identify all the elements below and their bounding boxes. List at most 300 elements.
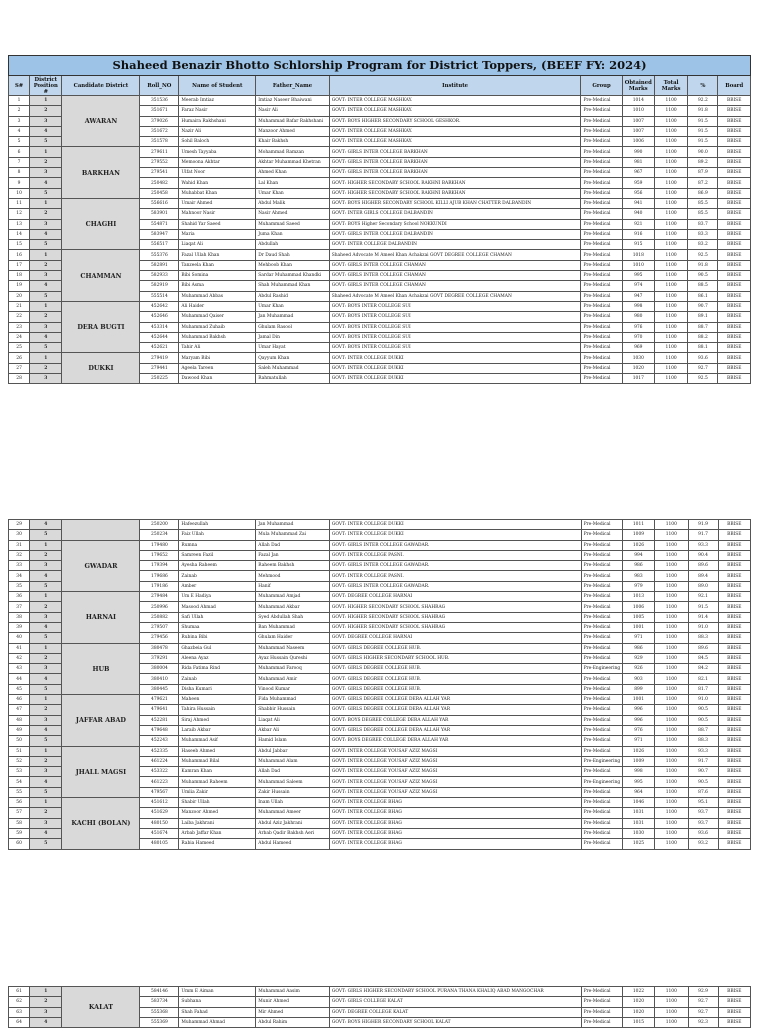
total-marks-cell: 1100 bbox=[655, 808, 688, 818]
percentage-cell: 92.7 bbox=[688, 363, 718, 373]
percentage-cell: 90.5 bbox=[688, 715, 718, 725]
total-marks-cell: 1100 bbox=[655, 798, 688, 808]
district-position-cell: 2 bbox=[30, 705, 62, 715]
student-name-cell: Shahid Yar Saeed bbox=[179, 219, 256, 229]
table-row bbox=[9, 301, 751, 311]
roll-no-cell: 452335 bbox=[140, 746, 179, 756]
serial-cell: 4 bbox=[9, 126, 30, 136]
total-marks-cell: 1100 bbox=[655, 581, 688, 591]
group-cell: Pre-Engineering bbox=[581, 777, 622, 787]
serial-cell: 61 bbox=[9, 987, 30, 997]
father-name-cell: Arbab Qadir Bakhsh Aeri bbox=[256, 828, 330, 838]
roll-no-cell: 279456 bbox=[140, 633, 179, 643]
total-marks-cell: 1100 bbox=[655, 530, 688, 540]
serial-cell: 57 bbox=[9, 808, 30, 818]
student-name-cell: Muhammad Bakhsh bbox=[179, 332, 256, 342]
serial-cell: 35 bbox=[9, 581, 30, 591]
board-cell: BBISE bbox=[718, 96, 751, 106]
total-marks-cell: 1100 bbox=[655, 997, 688, 1007]
student-name-cell: Kamran Khan bbox=[179, 767, 256, 777]
obtained-marks-cell: 1007 bbox=[622, 116, 654, 126]
obtained-marks-cell: 940 bbox=[622, 209, 654, 219]
institute-cell: Shaheed Advocate M Ameel Khan Achakzai GOVT DEGREE COLLEGE CHAMAN bbox=[329, 291, 581, 301]
obtained-marks-cell: 915 bbox=[622, 240, 654, 250]
obtained-marks-cell: 976 bbox=[622, 725, 654, 735]
obtained-marks-cell: 969 bbox=[622, 343, 654, 353]
institute-cell: GOVT: INTER COLLEGE DALBANDIN bbox=[329, 240, 581, 250]
group-cell: Pre-Medical bbox=[581, 178, 622, 188]
total-marks-cell: 1100 bbox=[655, 1007, 688, 1017]
father-name-cell: Munir Ahmed bbox=[256, 997, 330, 1007]
percentage-cell: 86.1 bbox=[688, 291, 718, 301]
student-name-cell: Ayesha Raheem bbox=[179, 561, 256, 571]
percentage-cell: 86.9 bbox=[688, 188, 718, 198]
percentage-cell: 91.5 bbox=[688, 126, 718, 136]
student-name-cell: Muhammad Qaiser bbox=[179, 312, 256, 322]
document-title: Shaheed Benazir Bhotto Schlorship Program for District Toppers, (BEEF FY: 2024) bbox=[9, 56, 751, 76]
institute-cell: GOVT: BOYS INTER COLLEGE SUI bbox=[329, 301, 581, 311]
district-position-cell: 4 bbox=[30, 777, 62, 787]
serial-cell: 25 bbox=[9, 343, 30, 353]
group-cell: Pre-Medical bbox=[581, 157, 622, 167]
father-name-cell: Ayaz Hussain Qureshi bbox=[256, 653, 330, 663]
group-cell: Pre-Medical bbox=[581, 106, 622, 116]
obtained-marks-cell: 1030 bbox=[622, 828, 654, 838]
roll-no-cell: 582891 bbox=[140, 260, 179, 270]
board-cell: BBISE bbox=[718, 229, 751, 239]
roll-no-cell: 250225 bbox=[140, 374, 179, 384]
group-cell: Pre-Medical bbox=[581, 209, 622, 219]
group-cell: Pre-Medical bbox=[581, 147, 622, 157]
father-name-cell: Muhammad Amir bbox=[256, 674, 330, 684]
candidate-district-cell: DUKKI bbox=[62, 353, 140, 384]
column-header: Institute bbox=[329, 76, 581, 96]
obtained-marks-cell: 1009 bbox=[622, 756, 654, 766]
obtained-marks-cell: 998 bbox=[622, 767, 654, 777]
column-header: District Position # bbox=[30, 76, 62, 96]
district-position-cell: 3 bbox=[30, 767, 62, 777]
column-header: Group bbox=[581, 76, 622, 96]
roll-no-cell: 179394 bbox=[140, 561, 179, 571]
father-name-cell: Zakir Hussain bbox=[256, 787, 330, 797]
percentage-cell: 87.9 bbox=[688, 168, 718, 178]
total-marks-cell: 1100 bbox=[655, 643, 688, 653]
serial-cell: 1 bbox=[9, 96, 30, 106]
total-marks-cell: 1100 bbox=[654, 137, 687, 147]
institute-cell: GOVT: INTER COLLEGE MASHKAY. bbox=[329, 137, 581, 147]
father-name-cell: Dr Daud Shah bbox=[256, 250, 330, 260]
table-row bbox=[9, 592, 751, 602]
roll-no-cell: 554871 bbox=[140, 219, 179, 229]
board-cell: BBISE bbox=[718, 116, 751, 126]
student-name-cell: Nazir Ali bbox=[179, 126, 256, 136]
father-name-cell: Muhammad Akbar bbox=[256, 602, 330, 612]
board-cell: BBISE bbox=[718, 343, 751, 353]
serial-cell: 51 bbox=[9, 746, 30, 756]
total-marks-cell: 1100 bbox=[655, 767, 688, 777]
student-name-cell: Shumaa bbox=[179, 622, 256, 632]
total-marks-cell: 1100 bbox=[655, 756, 688, 766]
institute-cell: GOVT: INTER COLLEGE BHAG bbox=[329, 828, 581, 838]
board-cell: BBISE bbox=[718, 271, 751, 281]
table-row bbox=[9, 987, 751, 997]
group-cell: Pre-Medical bbox=[581, 343, 622, 353]
percentage-cell: 83.7 bbox=[688, 219, 718, 229]
institute-cell: GOVT: INTER COLLEGE DUKKI bbox=[329, 530, 581, 540]
candidate-district-cell: KALAT bbox=[62, 987, 140, 1028]
institute-cell: GOVT: INTER COLLEGE PASNI. bbox=[329, 571, 581, 581]
district-position-cell: 4 bbox=[30, 332, 62, 342]
roll-no-cell: 179686 bbox=[140, 571, 179, 581]
serial-cell: 48 bbox=[9, 715, 30, 725]
institute-cell: GOVT: GIRLS INTER COLLEGE GAWADAR. bbox=[329, 540, 581, 550]
institute-cell: GOVT: INTER COLLEGE MASHKAY. bbox=[329, 106, 581, 116]
total-marks-cell: 1100 bbox=[654, 116, 687, 126]
roll-no-cell: 379026 bbox=[140, 116, 179, 126]
student-name-cell: Umm E Aiman bbox=[179, 987, 256, 997]
total-marks-cell: 1100 bbox=[655, 684, 688, 694]
institute-cell: GOVT: GIRLS HIGHER SECONDARY SCHOOL PURANA THANA KHALIQ ABAD MANGOCHAR bbox=[329, 987, 581, 997]
board-cell: BBISE bbox=[718, 767, 750, 777]
board-cell: BBISE bbox=[718, 808, 750, 818]
district-position-cell: 1 bbox=[30, 353, 62, 363]
percentage-cell: 91.8 bbox=[688, 260, 718, 270]
father-name-cell: Muhammad Farooq bbox=[256, 664, 330, 674]
obtained-marks-cell: 903 bbox=[622, 674, 654, 684]
total-marks-cell: 1100 bbox=[655, 561, 688, 571]
father-name-cell: Jan Muhammad bbox=[256, 520, 330, 530]
percentage-cell: 89.6 bbox=[688, 561, 718, 571]
student-name-cell: Dawood Khan bbox=[179, 374, 256, 384]
percentage-cell: 88.7 bbox=[688, 322, 718, 332]
total-marks-cell: 1100 bbox=[655, 520, 688, 530]
percentage-cell: 93.6 bbox=[688, 828, 718, 838]
institute-cell: Shaheed Advocate M Ameel Khan Achakzai GOVT DEGREE COLLEGE CHAMAN bbox=[329, 250, 581, 260]
candidate-district-cell: DERA BUGTI bbox=[62, 301, 140, 352]
student-name-cell: Faraz Nasir bbox=[179, 106, 256, 116]
total-marks-cell: 1100 bbox=[655, 633, 688, 643]
serial-cell: 56 bbox=[9, 798, 30, 808]
percentage-cell: 88.1 bbox=[688, 343, 718, 353]
institute-cell: GOVT: GIRLS DEGREE COLLEGE HUB. bbox=[329, 643, 581, 653]
student-name-cell: Memoona Akhtar bbox=[179, 157, 256, 167]
group-cell: Pre-Medical bbox=[581, 198, 622, 208]
obtained-marks-cell: 916 bbox=[622, 229, 654, 239]
percentage-cell: 90.5 bbox=[688, 777, 718, 787]
serial-cell: 43 bbox=[9, 664, 30, 674]
father-name-cell: Khair Bakhsh bbox=[256, 137, 330, 147]
student-name-cell: Laraib Akbar bbox=[179, 725, 256, 735]
roll-no-cell: 279552 bbox=[140, 157, 179, 167]
student-name-cell: Sohil Baloch bbox=[179, 137, 256, 147]
institute-cell: GOVT: INTER COLLEGE MASHKAY. bbox=[329, 126, 581, 136]
group-cell: Pre-Medical bbox=[581, 725, 622, 735]
student-name-cell: Masood Ahmad bbox=[179, 602, 256, 612]
district-position-cell: 4 bbox=[30, 622, 62, 632]
board-cell: BBISE bbox=[718, 828, 750, 838]
district-position-cell: 2 bbox=[30, 106, 62, 116]
group-cell: Pre-Medical bbox=[581, 705, 622, 715]
roll-no-cell: 451629 bbox=[140, 808, 179, 818]
board-cell: BBISE bbox=[718, 178, 751, 188]
total-marks-cell: 1100 bbox=[654, 301, 687, 311]
student-name-cell: Mahnoor Nasir bbox=[179, 209, 256, 219]
roll-no-cell: 351672 bbox=[140, 126, 179, 136]
district-position-cell: 3 bbox=[30, 219, 62, 229]
district-position-cell: 5 bbox=[30, 787, 62, 797]
roll-no-cell: 179480 bbox=[140, 540, 179, 550]
board-cell: BBISE bbox=[718, 260, 751, 270]
candidate-district-cell: AWARAN bbox=[62, 96, 140, 147]
district-position-cell: 5 bbox=[30, 291, 62, 301]
district-position-cell: 3 bbox=[30, 612, 62, 622]
serial-cell: 37 bbox=[9, 602, 30, 612]
serial-cell: 64 bbox=[9, 1017, 30, 1027]
total-marks-cell: 1100 bbox=[655, 736, 688, 746]
serial-cell: 60 bbox=[9, 839, 30, 849]
father-name-cell: Allah Dad bbox=[256, 767, 330, 777]
student-name-cell: Haseeb Ahmed bbox=[179, 746, 256, 756]
student-name-cell: Shah Fahad bbox=[179, 1007, 256, 1017]
obtained-marks-cell: 1007 bbox=[622, 126, 654, 136]
serial-cell: 3 bbox=[9, 116, 30, 126]
institute-cell: GOVT: DEGREE COLLEGE HARNAI bbox=[329, 633, 581, 643]
district-position-cell: 4 bbox=[30, 281, 62, 291]
serial-cell: 31 bbox=[9, 540, 30, 550]
board-cell: BBISE bbox=[718, 695, 750, 705]
serial-cell: 16 bbox=[9, 250, 30, 260]
obtained-marks-cell: 926 bbox=[622, 664, 654, 674]
candidate-district-cell: HUB bbox=[62, 643, 140, 694]
roll-no-cell: 461224 bbox=[140, 756, 179, 766]
roll-no-cell: 452281 bbox=[140, 715, 179, 725]
obtained-marks-cell: 1026 bbox=[622, 746, 654, 756]
total-marks-cell: 1100 bbox=[655, 818, 688, 828]
group-cell: Pre-Medical bbox=[581, 987, 622, 997]
roll-no-cell: 452646 bbox=[140, 312, 179, 322]
page-fragment-3 bbox=[8, 986, 751, 1028]
father-name-cell: Mir Ahmed bbox=[256, 1007, 330, 1017]
percentage-cell: 85.5 bbox=[688, 209, 718, 219]
obtained-marks-cell: 990 bbox=[622, 147, 654, 157]
total-marks-cell: 1100 bbox=[655, 550, 688, 560]
institute-cell: GOVT: GIRLS INTER COLLEGE GAWADAR. bbox=[329, 561, 581, 571]
serial-cell: 33 bbox=[9, 561, 30, 571]
board-cell: BBISE bbox=[718, 581, 750, 591]
father-name-cell: Abdul Rashid bbox=[256, 291, 330, 301]
father-name-cell: Raheem Bakhsh bbox=[256, 561, 330, 571]
father-name-cell: Hamid Islam bbox=[256, 736, 330, 746]
group-cell: Pre-Engineering bbox=[581, 756, 622, 766]
serial-cell: 40 bbox=[9, 633, 30, 643]
group-cell: Pre-Medical bbox=[581, 540, 622, 550]
father-name-cell: Qayyum Khan bbox=[256, 353, 330, 363]
board-cell: BBISE bbox=[718, 106, 751, 116]
student-name-cell: Muhammad Ahmad bbox=[179, 1017, 256, 1027]
board-cell: BBISE bbox=[718, 188, 751, 198]
board-cell: BBISE bbox=[718, 312, 751, 322]
district-position-cell: 2 bbox=[30, 756, 62, 766]
institute-cell: GOVT: GIRLS INTER COLLEGE BARKHAN bbox=[329, 157, 581, 167]
district-position-cell: 5 bbox=[30, 684, 62, 694]
group-cell: Pre-Medical bbox=[581, 353, 622, 363]
column-header: Total Marks bbox=[654, 76, 687, 96]
district-position-cell: 1 bbox=[30, 198, 62, 208]
student-name-cell: Tanzeela Khan bbox=[179, 260, 256, 270]
group-cell: Pre-Medical bbox=[581, 798, 622, 808]
institute-cell: GOVT: INTER COLLEGE YOUSAF AZIZ MAGSI bbox=[329, 787, 581, 797]
roll-no-cell: 452644 bbox=[140, 332, 179, 342]
percentage-cell: 82.1 bbox=[688, 674, 718, 684]
group-cell: Pre-Medical bbox=[581, 126, 622, 136]
district-position-cell: 1 bbox=[30, 540, 62, 550]
group-cell: Pre-Medical bbox=[581, 695, 622, 705]
institute-cell: GOVT: INTER COLLEGE DUKKI bbox=[329, 520, 581, 530]
student-name-cell: Zainab bbox=[179, 571, 256, 581]
father-name-cell: Fazal Jan bbox=[256, 550, 330, 560]
column-header: Roll_NO bbox=[140, 76, 179, 96]
district-position-cell: 2 bbox=[30, 312, 62, 322]
institute-cell: GOVT: GIRLS DEGREE COLLEGE HUB. bbox=[329, 664, 581, 674]
total-marks-cell: 1100 bbox=[654, 291, 687, 301]
total-marks-cell: 1100 bbox=[655, 612, 688, 622]
serial-cell: 50 bbox=[9, 736, 30, 746]
board-cell: BBISE bbox=[718, 550, 750, 560]
percentage-cell: 81.7 bbox=[688, 684, 718, 694]
father-name-cell: Shabbir Hussain bbox=[256, 705, 330, 715]
obtained-marks-cell: 1005 bbox=[622, 612, 654, 622]
group-cell: Pre-Medical bbox=[581, 291, 622, 301]
candidate-district-cell: KACHI (BOLAN) bbox=[62, 798, 140, 849]
board-cell: BBISE bbox=[718, 622, 750, 632]
institute-cell: GOVT: DEGREE COLLEGE KALAT bbox=[329, 1007, 581, 1017]
board-cell: BBISE bbox=[718, 798, 750, 808]
group-cell: Pre-Medical bbox=[581, 736, 622, 746]
district-position-cell: 1 bbox=[30, 643, 62, 653]
group-cell: Pre-Medical bbox=[581, 219, 622, 229]
roll-no-cell: 379291 bbox=[140, 653, 179, 663]
serial-cell: 49 bbox=[9, 725, 30, 735]
student-name-cell: Disha Kumari bbox=[179, 684, 256, 694]
institute-cell: GOVT: BOYS DEGREE COLLEGE DERA ALLAH YAR bbox=[329, 736, 581, 746]
father-name-cell: Muhammad Naseem bbox=[256, 643, 330, 653]
father-name-cell: Allah Dad bbox=[256, 540, 330, 550]
board-cell: BBISE bbox=[718, 684, 750, 694]
roll-no-cell: 451674 bbox=[140, 828, 179, 838]
district-position-cell: 5 bbox=[30, 188, 62, 198]
board-cell: BBISE bbox=[718, 291, 751, 301]
serial-cell: 5 bbox=[9, 137, 30, 147]
father-name-cell: Fida Muhammad bbox=[256, 695, 330, 705]
district-position-cell: 1 bbox=[30, 96, 62, 106]
roll-no-cell: 555376 bbox=[140, 250, 179, 260]
group-cell: Pre-Medical bbox=[581, 1017, 622, 1027]
father-name-cell: Abdul Malik bbox=[256, 198, 330, 208]
student-name-cell: Rubina Bibi bbox=[179, 633, 256, 643]
father-name-cell: Rahmatullah bbox=[256, 374, 330, 384]
institute-cell: GOVT: INTER COLLEGE BHAG bbox=[329, 839, 581, 849]
percentage-cell: 91.8 bbox=[688, 106, 718, 116]
percentage-cell: 91.0 bbox=[688, 695, 718, 705]
group-cell: Pre-Medical bbox=[581, 633, 622, 643]
institute-cell: GOVT: BOYS INTER COLLEGE SUI bbox=[329, 322, 581, 332]
board-cell: BBISE bbox=[718, 643, 750, 653]
district-position-cell: 2 bbox=[30, 602, 62, 612]
father-name-cell: Saleh Muhammad bbox=[256, 363, 330, 373]
serial-cell: 10 bbox=[9, 188, 30, 198]
student-name-cell: Umesh Tayyaba bbox=[179, 147, 256, 157]
total-marks-cell: 1100 bbox=[655, 664, 688, 674]
obtained-marks-cell: 1013 bbox=[622, 592, 654, 602]
roll-no-cell: 480150 bbox=[140, 818, 179, 828]
group-cell: Pre-Medical bbox=[581, 715, 622, 725]
father-name-cell: Mehmood bbox=[256, 571, 330, 581]
serial-cell: 62 bbox=[9, 997, 30, 1007]
district-position-cell: 2 bbox=[30, 363, 62, 373]
obtained-marks-cell: 1010 bbox=[622, 106, 654, 116]
percentage-cell: 92.7 bbox=[688, 997, 718, 1007]
total-marks-cell: 1100 bbox=[655, 1017, 688, 1027]
district-position-cell: 1 bbox=[30, 746, 62, 756]
group-cell: Pre-Medical bbox=[581, 240, 622, 250]
total-marks-cell: 1100 bbox=[654, 332, 687, 342]
serial-cell: 47 bbox=[9, 705, 30, 715]
percentage-cell: 91.4 bbox=[688, 612, 718, 622]
percentage-cell: 90.7 bbox=[688, 301, 718, 311]
serial-cell: 19 bbox=[9, 281, 30, 291]
percentage-cell: 88.7 bbox=[688, 725, 718, 735]
serial-cell: 34 bbox=[9, 571, 30, 581]
district-position-cell: 3 bbox=[30, 322, 62, 332]
student-name-cell: Muhammad Bilal bbox=[179, 756, 256, 766]
roll-no-cell: 583947 bbox=[140, 229, 179, 239]
student-name-cell: Subhana bbox=[179, 997, 256, 1007]
board-cell: BBISE bbox=[718, 198, 751, 208]
percentage-cell: 89.0 bbox=[688, 581, 718, 591]
percentage-cell: 88.3 bbox=[688, 633, 718, 643]
institute-cell: GOVT: BOYS HIGHER SECONDARY SCHOOL GESHKOR. bbox=[329, 116, 581, 126]
institute-cell: GOVT: INTER COLLEGE BHAG bbox=[329, 818, 581, 828]
serial-cell: 11 bbox=[9, 198, 30, 208]
percentage-cell: 91.7 bbox=[688, 756, 718, 766]
serial-cell: 52 bbox=[9, 756, 30, 766]
group-cell: Pre-Engineering bbox=[581, 664, 622, 674]
total-marks-cell: 1100 bbox=[654, 260, 687, 270]
roll-no-cell: 351536 bbox=[140, 96, 179, 106]
total-marks-cell: 1100 bbox=[655, 746, 688, 756]
roll-no-cell: 250200 bbox=[140, 520, 179, 530]
district-position-cell: 5 bbox=[30, 240, 62, 250]
percentage-cell: 90.0 bbox=[688, 147, 718, 157]
father-name-cell: Shah Muhammad Khan bbox=[256, 281, 330, 291]
serial-cell: 38 bbox=[9, 612, 30, 622]
group-cell: Pre-Medical bbox=[581, 684, 622, 694]
district-position-cell: 1 bbox=[30, 592, 62, 602]
institute-cell: GOVT: GIRLS DEGREE COLLEGE DERA ALLAH YAR bbox=[329, 725, 581, 735]
roll-no-cell: 250996 bbox=[140, 602, 179, 612]
percentage-cell: 93.2 bbox=[688, 839, 718, 849]
group-cell: Pre-Medical bbox=[581, 250, 622, 260]
student-name-cell: Ali Haider bbox=[179, 301, 256, 311]
total-marks-cell: 1100 bbox=[654, 271, 687, 281]
percentage-cell: 90.5 bbox=[688, 705, 718, 715]
obtained-marks-cell: 1017 bbox=[622, 374, 654, 384]
board-cell: BBISE bbox=[718, 209, 751, 219]
district-position-cell: 2 bbox=[30, 157, 62, 167]
column-header: Obtained Marks bbox=[622, 76, 654, 96]
board-cell: BBISE bbox=[718, 168, 751, 178]
district-position-cell: 3 bbox=[30, 271, 62, 281]
